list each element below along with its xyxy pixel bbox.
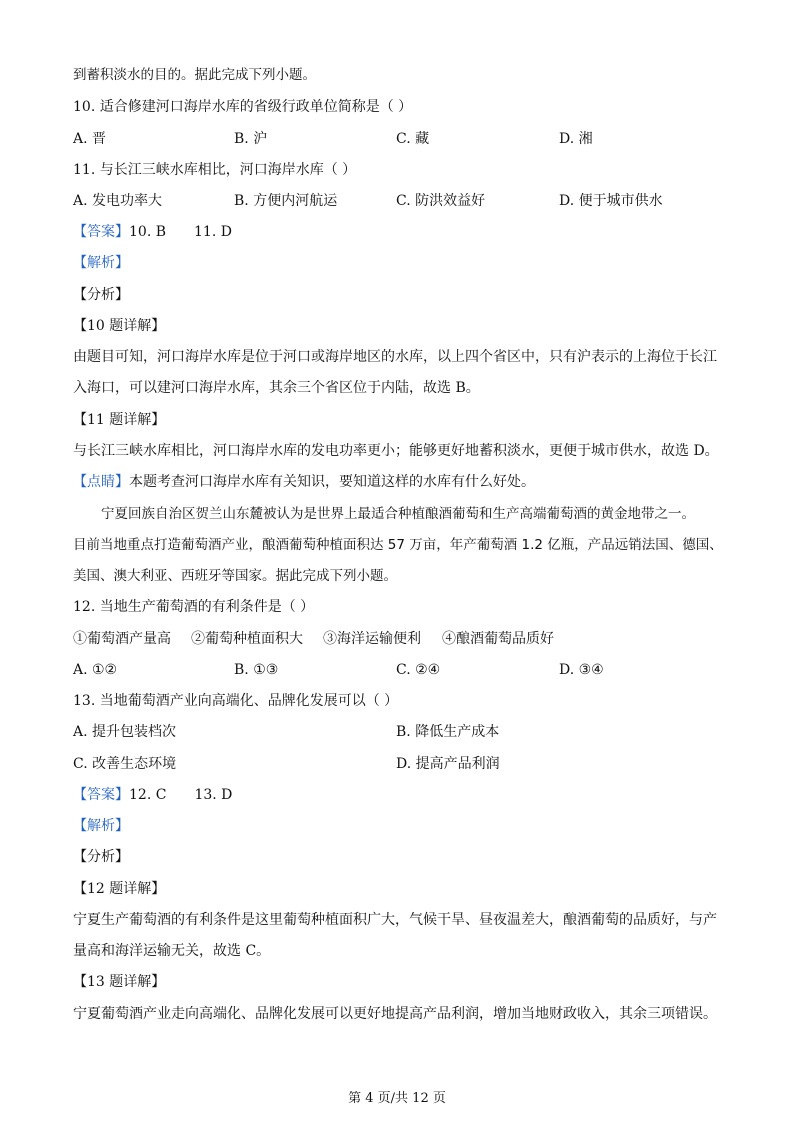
q12-option-d: D. ③④ [559,662,604,678]
detail-10-text-2: 入海口，可以建河口海岸水库，其余三个省区位于内陆，故选 B。 [73,380,480,396]
q13-option-d: D. 提高产品利润 [396,756,500,772]
page-footer: 第 4 页/共 12 页 [348,1091,446,1106]
q12-option-c: C. ②④ [396,662,441,678]
answer-13: 13. D [194,787,233,803]
dianjing-label: 【点睛】 [73,474,129,490]
q13-option-b: B. 降低生产成本 [396,724,500,740]
analysis-heading: 【解析】 [73,255,129,271]
q12-option-b: B. ①③ [234,662,279,678]
q11-option-a: A. 发电功率大 [73,193,163,209]
q11-option-c: C. 防洪效益好 [396,193,486,209]
intro2-line-3: 美国、澳大利亚、西班牙等国家。据此完成下列小题。 [73,568,397,584]
detail-12-heading: 【12 题详解】 [73,881,166,897]
dianjing-line [73,472,734,492]
answer-11: 11. D [194,224,232,240]
q10-option-d: D. 湘 [559,131,593,147]
detail-13-heading: 【13 题详解】 [73,974,166,990]
answer-line-2 [73,785,734,805]
q12-item-3: ③海洋运输便利 [323,631,421,647]
answer-label-2: 【答案】 [73,787,129,803]
q10-option-b: B. 沪 [234,131,268,147]
fenxi-heading-2: 【分析】 [73,849,129,865]
detail-11-text-1: 与长江三峡水库相比，河口海岸水库的发电功率更小；能够更好地蓄积淡水，更便于城市供水，故选 D。 [73,443,719,459]
detail-11-heading: 【11 题详解】 [73,412,166,428]
q10-option-c: C. 藏 [396,131,430,147]
q12-stem: 12. 当地生产葡萄酒的有利条件是（ ） [73,599,315,615]
q13-option-c: C. 改善生态环境 [73,756,177,772]
detail-13-text-1: 宁夏葡萄酒产业走向高端化、品牌化发展可以更好地提高产品利润，增加当地财政收入，其余三项错误。 [73,1006,717,1022]
analysis-heading-2: 【解析】 [73,818,129,834]
dianjing-text: 本题考查河口海岸水库有关知识，要知道这样的水库有什么好处。 [129,474,535,490]
intro2-line-2: 目前当地重点打造葡萄酒产业，酿酒葡萄种植面积达 57 万亩，年产葡萄酒 1.2 亿瓶，产品远销法国、德国、 [73,537,723,553]
detail-12-text-2: 量高和海洋运输无关，故选 C。 [73,943,271,959]
q13-option-a: A. 提升包装档次 [73,724,177,740]
answer-10: 10. B [129,224,167,240]
answer-12: 12. C [129,787,167,803]
q10-stem: 10. 适合修建河口海岸水库的省级行政单位简称是（ ） [73,99,413,115]
q11-stem: 11. 与长江三峡水库相比，河口海岸水库（ ） [73,162,357,178]
q12-item-2: ②葡萄种植面积大 [191,631,303,647]
intro2-line-1: 宁夏回族自治区贺兰山东麓被认为是世界上最适合种植酿酒葡萄和生产高端葡萄酒的黄金地带之一。 [101,506,695,522]
answer-line-1 [73,222,734,242]
q11-option-b: B. 方便内河航运 [234,193,338,209]
detail-10-text-1: 由题目可知，河口海岸水库是位于河口或海岸地区的水库，以上四个省区中，只有沪表示的上海位于长江 [73,349,717,365]
q12-option-a: A. ①② [73,662,118,678]
q12-item-4: ④酿酒葡萄品质好 [442,631,554,647]
q13-stem: 13. 当地葡萄酒产业向高端化、品牌化发展可以（ ） [73,693,399,709]
q12-item-1: ①葡萄酒产量高 [73,631,171,647]
q11-option-d: D. 便于城市供水 [559,193,663,209]
q10-option-a: A. 晋 [73,131,107,147]
answer-label: 【答案】 [73,224,129,240]
detail-12-text-1: 宁夏生产葡萄酒的有利条件是这里葡萄种植面积广大，气候干旱、昼夜温差大，酿酒葡萄的品质好，与产 [73,912,717,928]
fenxi-heading: 【分析】 [73,287,129,303]
detail-10-heading: 【10 题详解】 [73,318,166,334]
intro-tail: 到蓄积淡水的目的。据此完成下列小题。 [73,67,316,83]
